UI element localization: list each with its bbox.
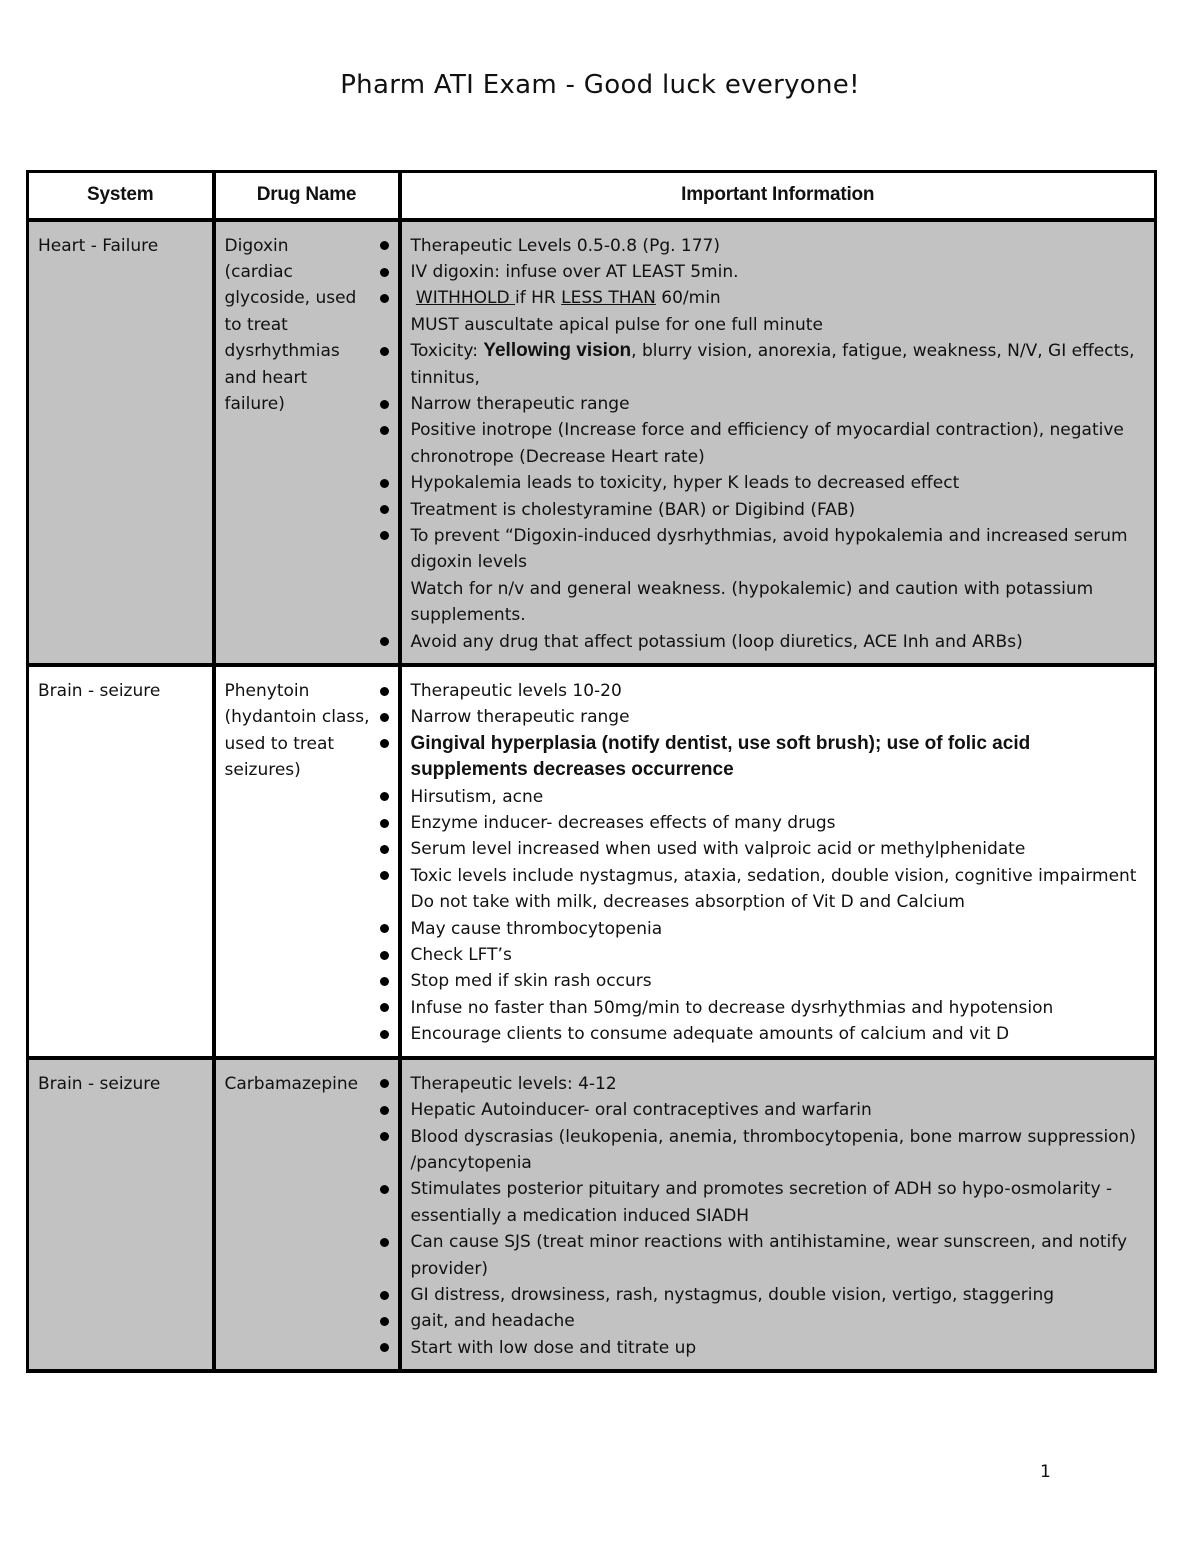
bullet-icon — [380, 1030, 389, 1039]
info-line: Therapeutic Levels 0.5-0.8 (Pg. 177) — [410, 235, 720, 256]
info-line: Blood dyscrasias (leukopenia, anemia, thrombocytopenia, bone marrow suppression) /pancytopenia — [410, 1126, 1136, 1173]
bullet-icon — [380, 739, 389, 748]
bullet-icon — [380, 687, 389, 696]
info-line: Positive inotrope (Increase force and efficiency of myocardial contraction), negative chronotrope (Decrease Heart rate) — [410, 420, 1124, 467]
bullet-icon — [380, 1106, 389, 1115]
drug-description: (cardiac glycoside, used to treat dysrhythmias and heart failure) — [224, 261, 357, 414]
drug-description: (hydantoin class, used to treat seizures) — [224, 707, 370, 781]
drug-name: Phenytoin — [224, 681, 310, 701]
info-line: Start with low dose and titrate up — [410, 1337, 697, 1358]
info-line: Watch for n/v and general weakness. (hypokalemic) and caution with potassium supplements. — [410, 578, 1094, 626]
table-row — [28, 1058, 1156, 1371]
info-line: Hirsutism, acne — [410, 786, 544, 807]
info-fragment: if HR — [515, 288, 562, 309]
bullet-icon — [380, 1291, 389, 1300]
info-line: Serum level increased when used with valproic acid or methylphenidate — [410, 839, 1026, 860]
table-header-row — [28, 172, 1156, 220]
important-info-cell — [400, 1058, 1156, 1371]
info-line: Encourage clients to consume adequate amounts of calcium and vit D — [410, 1024, 1010, 1045]
info-line: MUST auscultate apical pulse for one full minute — [410, 314, 823, 335]
bullet-icon — [380, 977, 389, 986]
bullet-icon — [380, 713, 389, 722]
bullet-icon — [380, 479, 389, 488]
info-line: Stop med if skin rash occurs — [410, 971, 652, 992]
info-line-emphasis: Gingival hyperplasia (notify dentist, use soft brush); use of folic acid supplements decreases occurrence — [410, 732, 1031, 781]
info-line: Infuse no faster than 50mg/min to decrease dysrhythmias and hypotension — [410, 997, 1054, 1018]
bullet-icon — [380, 531, 389, 540]
header-important-information: Important Information — [400, 172, 1156, 220]
bullet-icon — [380, 924, 389, 933]
table-row — [28, 220, 1156, 666]
info-line: Narrow therapeutic range — [410, 707, 630, 728]
bullet-icon — [380, 792, 389, 801]
bullet-icon — [380, 951, 389, 960]
bullet-icon — [380, 1185, 389, 1194]
bullet-icon — [380, 637, 389, 646]
system-cell: Heart - Failure — [28, 220, 214, 666]
info-line: Enzyme inducer- decreases effects of many drugs — [410, 813, 836, 834]
info-line: gait, and headache — [410, 1311, 575, 1332]
page-title: Pharm ATI Exam - Good luck everyone! — [340, 70, 860, 100]
bullet-icon — [380, 1132, 389, 1141]
info-line: Treatment is cholestyramine (BAR) or Digibind (FAB) — [410, 499, 856, 520]
bullet-icon — [380, 294, 389, 303]
bullet-icon — [380, 347, 389, 356]
info-line: Toxic levels include nystagmus, ataxia, sedation, double vision, cognitive impairment — [410, 865, 1137, 886]
info-line: Stimulates posterior pituitary and promotes secretion of ADH so hypo-osmolarity - essentially a medication induced SIADH — [410, 1179, 1113, 1226]
bullet-icon — [380, 1343, 389, 1352]
yellowing-vision-text: Yellowing vision — [483, 340, 632, 362]
page-number: 1 — [1040, 1462, 1051, 1482]
info-line: Therapeutic levels: 4-12 — [410, 1073, 617, 1094]
info-line: GI distress, drowsiness, rash, nystagmus, double vision, vertigo, staggering — [410, 1284, 1055, 1305]
info-line: Check LFT’s — [410, 945, 512, 966]
bullet-icon — [380, 241, 389, 250]
info-line: To prevent “Digoxin-induced dysrhythmias, avoid hypokalemia and increased serum digoxin levels — [410, 525, 1128, 573]
info-line: Hypokalemia leads to toxicity, hyper K leads to decreased effect — [410, 473, 960, 494]
bullet-icon — [380, 426, 389, 435]
header-system: System — [28, 172, 214, 220]
drug-name-cell — [214, 1058, 400, 1371]
info-line: Therapeutic levels 10-20 — [410, 681, 622, 701]
info-line: Avoid any drug that affect potassium (loop diuretics, ACE Inh and ARBs) — [410, 631, 1023, 652]
bullet-icon — [380, 1317, 389, 1326]
drug-name-cell — [214, 220, 400, 666]
drug-name: Digoxin — [224, 235, 289, 256]
info-line — [411, 285, 1145, 311]
bullet-icon — [380, 400, 389, 409]
drug-name: Carbamazepine — [224, 1073, 359, 1094]
bullet-icon — [380, 268, 389, 277]
info-line: IV digoxin: infuse over AT LEAST 5min. — [410, 261, 739, 282]
header-drug-name: Drug Name — [214, 172, 400, 220]
bullet-icon — [380, 1238, 389, 1247]
bullet-icon — [380, 819, 389, 828]
info-fragment: 60/min — [655, 288, 721, 309]
system-cell: Brain - seizure — [28, 665, 214, 1058]
bullet-icon — [380, 1003, 389, 1012]
withhold-text: WITHHOLD — [415, 288, 516, 309]
system-cell: Brain - seizure — [28, 1058, 214, 1371]
bullet-column — [378, 678, 392, 1074]
bullet-icon — [380, 1079, 389, 1088]
info-line: Do not take with milk, decreases absorption of Vit D and Calcium — [410, 892, 965, 913]
important-info-cell — [400, 220, 1156, 666]
bullet-column — [378, 233, 392, 655]
info-line: Hepatic Autoinducer- oral contraceptives and warfarin — [410, 1100, 872, 1121]
info-line: Can cause SJS (treat minor reactions with antihistamine, wear sunscreen, and notify provider) — [410, 1232, 1128, 1279]
less-than-text: LESS THAN — [561, 288, 656, 309]
bullet-icon — [380, 871, 389, 880]
info-fragment: , blurry vision, anorexia, fatigue, weakness, N/V, GI effects, tinnitus, — [410, 341, 1135, 388]
bullet-icon — [380, 505, 389, 514]
bullet-column — [378, 1071, 392, 1361]
info-line: Narrow therapeutic range — [410, 393, 630, 414]
info-line: May cause thrombocytopenia — [410, 918, 663, 939]
bullet-icon — [380, 845, 389, 854]
drug-name-cell — [214, 665, 400, 1058]
table-row — [28, 665, 1156, 1058]
info-fragment: Toxicity: — [410, 341, 484, 362]
drug-table — [26, 170, 1157, 1373]
info-line — [411, 338, 1145, 391]
important-info-cell — [400, 665, 1156, 1058]
